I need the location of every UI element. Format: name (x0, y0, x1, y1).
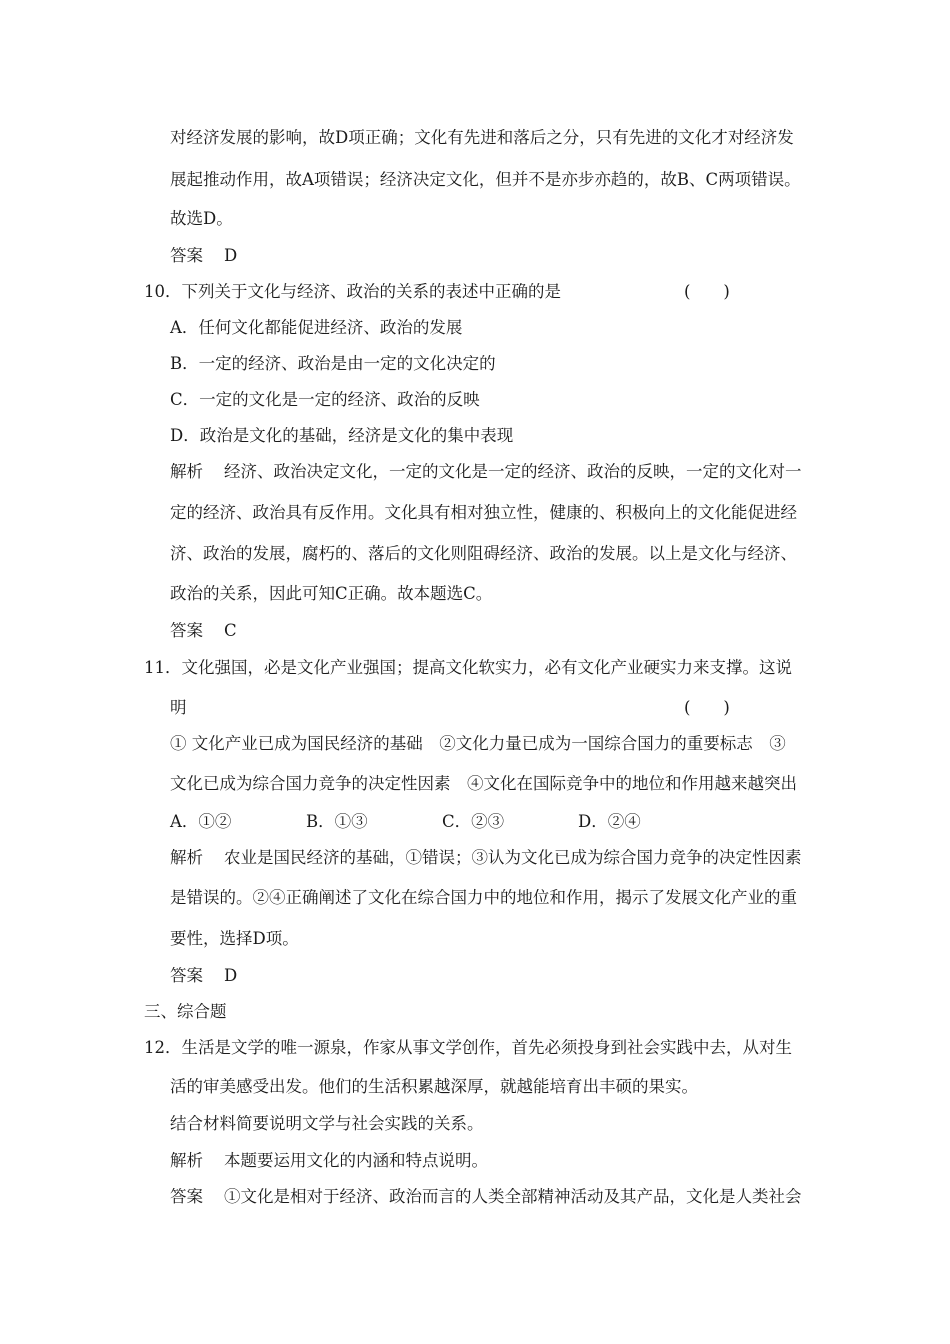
q11-option-c: C．②③ (442, 812, 505, 831)
q10-analysis-line-2: 定的经济、政治具有反作用。文化具有相对独立性，健康的、积极向上的文化能促进经 (170, 503, 797, 522)
answer-blank: ( ) (684, 698, 730, 717)
q10-option-b: B．一定的经济、政治是由一定的文化决定的 (170, 354, 496, 373)
q11-analysis-line-1 (170, 848, 802, 868)
answer-label: 答案 (170, 246, 203, 265)
q10-option-a: A．任何文化都能促进经济、政治的发展 (170, 318, 463, 337)
analysis-text: 农业是国民经济的基础，①错误；③认为文化已成为综合国力竞争的决定性因素 (224, 848, 802, 867)
q12-analysis (170, 1151, 488, 1171)
section-heading: 三、综合题 (144, 1002, 227, 1021)
q11-statements-line-1: ① 文化产业已成为国民经济的基础 ②文化力量已成为一国综合国力的重要标志 ③ (170, 734, 786, 753)
q10-analysis-line-3: 济、政治的发展，腐朽的、落后的文化则阻碍经济、政治的发展。以上是文化与经济、 (170, 544, 797, 563)
q11-stem-line-2 (170, 698, 770, 718)
analysis-label: 解析 (170, 848, 203, 867)
q11-option-b: B．①③ (306, 812, 368, 831)
q11-stem-line-1: 11．文化强国，必是文化产业强国；提高文化软实力，必有文化产业硬实力来支撑。这说 (144, 658, 792, 677)
analysis-text: 本题要运用文化的内涵和特点说明。 (224, 1151, 488, 1170)
answer-value: D (224, 246, 238, 265)
q11-answer (170, 966, 237, 986)
q10-option-c: C．一定的文化是一定的经济、政治的反映 (170, 390, 480, 409)
q10-stem (144, 282, 784, 302)
q11-analysis-line-3: 要性，选择D项。 (170, 929, 299, 948)
q9-analysis-line-3: 故选D。 (170, 209, 233, 228)
analysis-text: 经济、政治决定文化，一定的文化是一定的经济、政治的反映，一定的文化对一 (224, 462, 802, 481)
q11-option-d: D．②④ (578, 812, 641, 831)
q9-analysis-line-1: 对经济发展的影响，故D项正确；文化有先进和落后之分，只有先进的文化才对经济发 (170, 128, 794, 147)
q12-stem-line-1: 12．生活是文学的唯一源泉，作家从事文学创作，首先必须投身到社会实践中去，从对生 (144, 1038, 792, 1057)
q11-option-a: A．①② (170, 812, 232, 831)
answer-label: 答案 (170, 966, 203, 985)
q12-answer (170, 1187, 802, 1207)
q10-stem-text: 10．下列关于文化与经济、政治的关系的表述中正确的是 (144, 282, 561, 301)
answer-value: D (224, 966, 238, 985)
q9-answer (170, 246, 237, 266)
q10-answer (170, 621, 237, 641)
q11-analysis-line-2: 是错误的。②④正确阐述了文化在综合国力中的地位和作用，揭示了发展文化产业的重 (170, 888, 797, 907)
q12-stem-line-2: 活的审美感受出发。他们的生活积累越深厚，就越能培育出丰硕的果实。 (170, 1077, 698, 1096)
answer-label: 答案 (170, 1187, 203, 1206)
q10-analysis-line-4: 政治的关系，因此可知C正确。故本题选C。 (170, 584, 493, 603)
analysis-label: 解析 (170, 462, 203, 481)
answer-value: C (224, 621, 237, 640)
answer-value: ①文化是相对于经济、政治而言的人类全部精神活动及其产品，文化是人类社会 (224, 1187, 802, 1206)
answer-blank: ( ) (684, 282, 730, 301)
q10-option-d: D．政治是文化的基础，经济是文化的集中表现 (170, 426, 514, 445)
q11-statements-line-2: 文化已成为综合国力竞争的决定性因素 ④文化在国际竞争中的地位和作用越来越突出 (170, 774, 797, 793)
q10-analysis-line-1 (170, 462, 802, 482)
answer-label: 答案 (170, 621, 203, 640)
q11-stem-text: 明 (170, 698, 187, 717)
analysis-label: 解析 (170, 1151, 203, 1170)
q12-task: 结合材料简要说明文学与社会实践的关系。 (170, 1114, 484, 1133)
q9-analysis-line-2: 展起推动作用，故A项错误；经济决定文化，但并不是亦步亦趋的，故B、C两项错误。 (170, 170, 801, 189)
